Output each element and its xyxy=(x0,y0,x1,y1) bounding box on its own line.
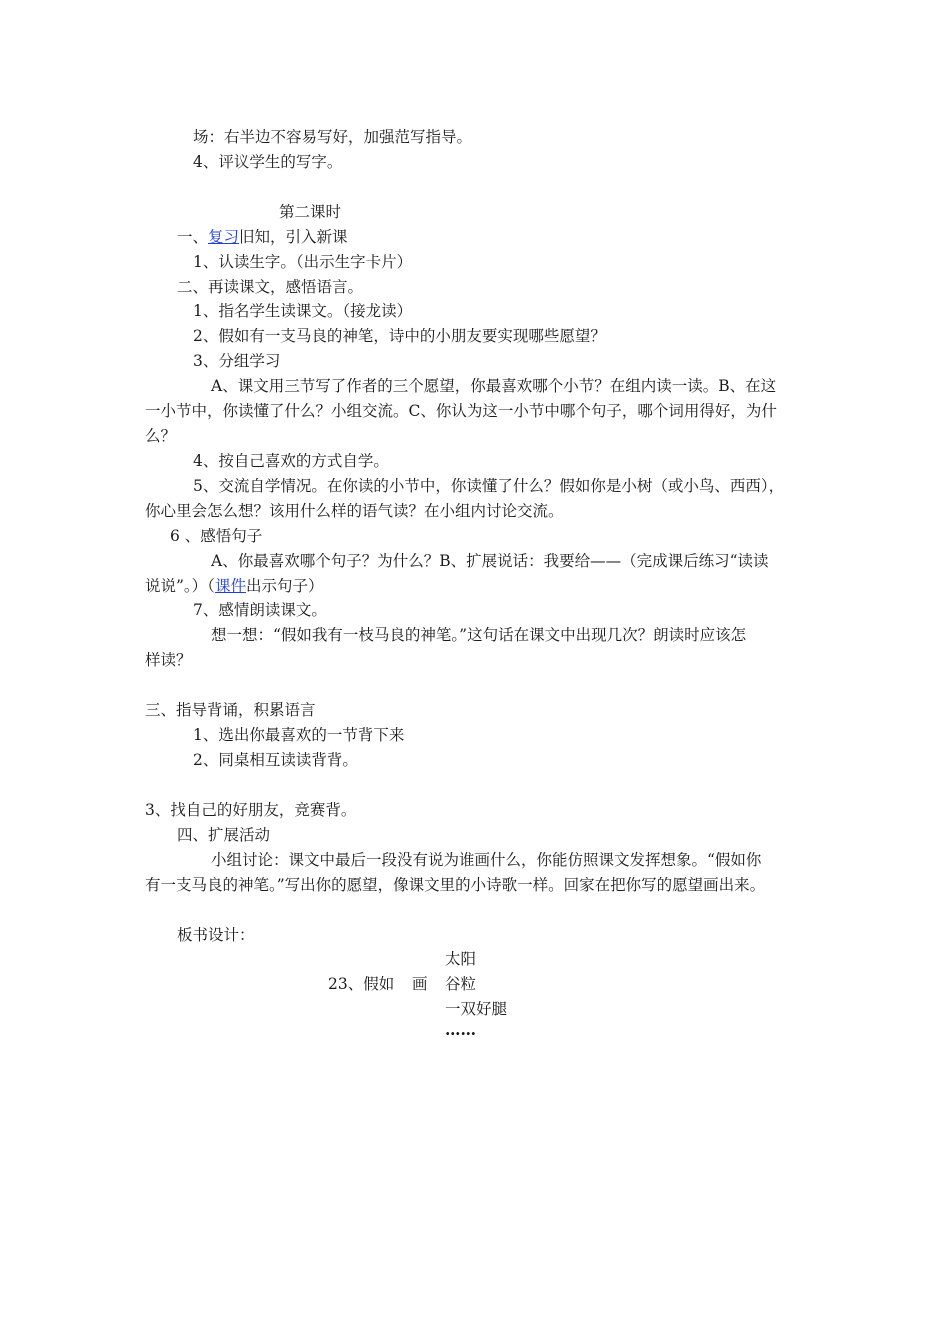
board-design-label: 板书设计： xyxy=(177,926,255,944)
board-verb: 画 xyxy=(412,975,428,993)
text-line: 3、找自己的好朋友，竞赛背。 xyxy=(145,801,357,819)
paragraph-line: 样读？ xyxy=(145,651,192,669)
heading-prefix: 一、 xyxy=(177,228,209,246)
paragraph-line: A、你最喜欢哪个句子？为什么？B、扩展说话：我要给——（完成课后练习“读读 xyxy=(211,552,769,570)
text-line: 4、评议学生的写字。 xyxy=(193,153,343,171)
paragraph-line: 么？ xyxy=(145,427,177,445)
paragraph-line: 你心里会怎么想？该用什么样的语气读？在小组内讨论交流。 xyxy=(145,502,564,520)
board-item: 一双好腿 xyxy=(445,1000,508,1018)
paragraph-line: 一小节中，你读懂了什么？小组交流。C、你认为这一小节中哪个句子，哪个词用得好，为什 xyxy=(145,402,777,420)
section-title: 第二课时 xyxy=(279,203,342,221)
text-line: 2、同桌相互读读背背。 xyxy=(193,751,358,769)
courseware-link[interactable]: 课件 xyxy=(214,577,246,595)
board-item: 太阳 xyxy=(445,950,477,968)
paragraph-line: 小组讨论：课文中最后一段没有说为谁画什么，你能仿照课文发挥想象。“假如你 xyxy=(211,851,762,869)
heading-review xyxy=(177,227,348,247)
paragraph-line: 有一支马良的神笔。”写出你的愿望，像课文里的小诗歌一样。回家在把你写的愿望画出来。 xyxy=(145,876,766,894)
text-line: 2、假如有一支马良的神笔，诗中的小朋友要实现哪些愿望？ xyxy=(193,327,606,345)
text-line: 场：右半边不容易写好，加强范写指导。 xyxy=(193,128,473,146)
text-fragment: 说说”。）（ xyxy=(145,577,215,595)
heading: 四、扩展活动 xyxy=(177,826,271,844)
text-line: 1、认读生字。（出示生字卡片） xyxy=(193,253,413,271)
board-title: 23、假如 xyxy=(328,975,395,993)
heading: 二、再读课文，感悟语言。 xyxy=(177,278,364,296)
paragraph-line: 5、交流自学情况。在你读的小节中，你读懂了什么？假如你是小树（或小鸟、西西）， xyxy=(193,477,785,495)
text-line: 3、分组学习 xyxy=(193,352,281,370)
text-line: 1、指名学生读课文。（接龙读） xyxy=(193,302,413,320)
text-line: 7、感情朗读课文。 xyxy=(193,601,327,619)
text-fragment: 出示句子） xyxy=(245,577,324,595)
text-line: 4、按自己喜欢的方式自学。 xyxy=(193,452,389,470)
heading-rest: 旧知，引入新课 xyxy=(239,228,348,246)
text-line: 1、选出你最喜欢的一节背下来 xyxy=(193,726,405,744)
paragraph-line: 想一想：“假如我有一枝马良的神笔。”这句话在课文中出现几次？朗读时应该怎 xyxy=(211,626,747,644)
board-ellipsis: …… xyxy=(445,1020,476,1039)
paragraph-line: A、课文用三节写了作者的三个愿望，你最喜欢哪个小节？在组内读一读。B、在这 xyxy=(211,377,777,395)
board-item: 谷粒 xyxy=(445,975,477,993)
review-link[interactable]: 复习 xyxy=(208,228,240,246)
heading: 三、指导背诵，积累语言 xyxy=(145,701,316,719)
paragraph-line xyxy=(145,576,323,596)
text-line: 6 、感悟句子 xyxy=(170,527,263,545)
